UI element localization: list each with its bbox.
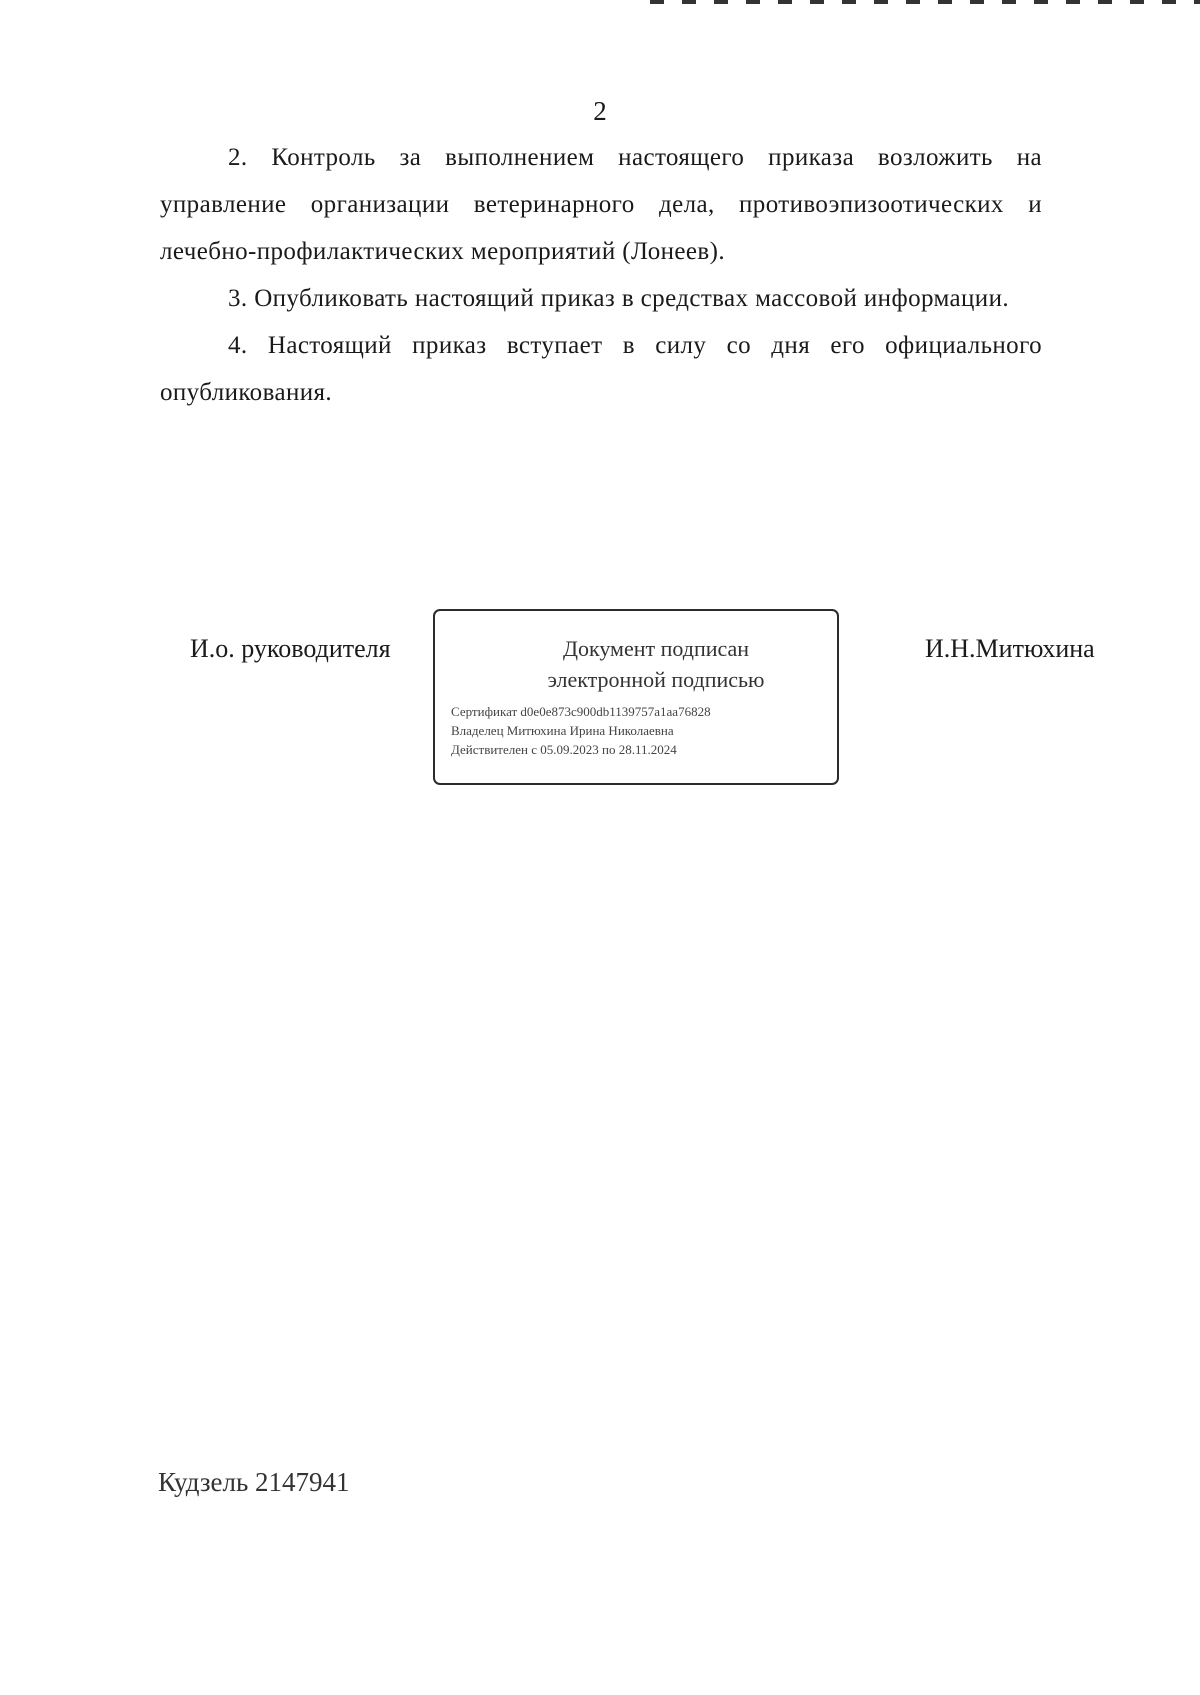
stamp-validity: Действителен с 05.09.2023 по 28.11.2024 xyxy=(451,742,677,757)
stamp-heading-line-1: Документ подписан xyxy=(562,636,750,661)
paragraph-2: 2. Контроль за выполнением настоящего приказа возложить на управление организации ветеринарного дела, противоэпизоотических и лечебно-профилактических мероприятий (Лонеев). xyxy=(160,144,1042,265)
stamp-details xyxy=(451,702,711,759)
stamp-heading-line-2: электронной подписью xyxy=(547,667,765,692)
electronic-signature-stamp xyxy=(433,609,839,785)
page-number: 2 xyxy=(593,96,607,126)
document-body xyxy=(160,134,1042,416)
signatory-title: И.о. руководителя xyxy=(190,634,391,663)
stamp-certificate: Сертификат d0e0e873c900db1139757a1aa76828 xyxy=(451,704,711,719)
paragraph-3: 3. Опубликовать настоящий приказ в средствах массовой информации. xyxy=(228,285,1010,312)
page-edge-dashes xyxy=(650,0,1200,4)
signatory-name: И.Н.Митюхина xyxy=(925,634,1095,663)
executor-note: Кудзель 2147941 xyxy=(158,1467,350,1497)
paragraph-4: 4. Настоящий приказ вступает в силу со дня его официального опубликования. xyxy=(160,332,1042,406)
stamp-owner: Владелец Митюхина Ирина Николаевна xyxy=(451,723,674,738)
stamp-heading xyxy=(435,633,837,695)
